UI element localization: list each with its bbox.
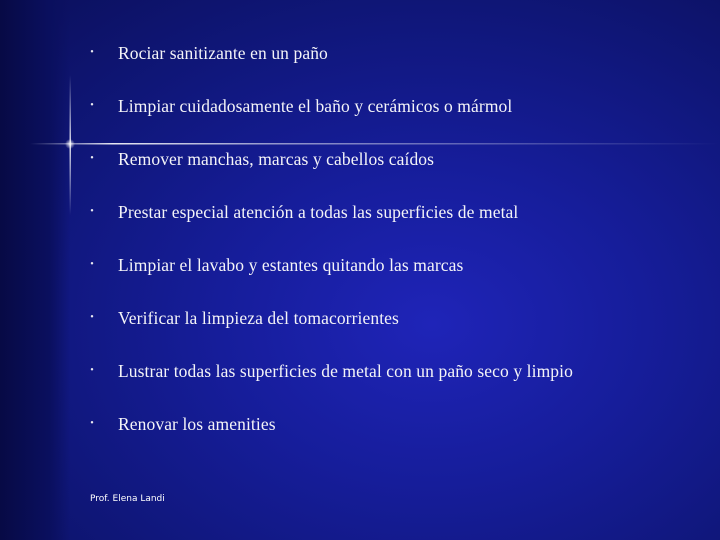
bullet-icon: • [90,312,94,323]
list-item [86,248,706,301]
bullet-text: Renovar los amenities [118,414,276,434]
bullet-text: Remover manchas, marcas y cabellos caídos [118,149,435,169]
bullet-icon: • [90,365,94,376]
bullet-icon: • [90,259,94,270]
list-item [86,142,706,195]
left-decorative-band [0,0,70,540]
bullet-icon: • [90,47,94,58]
bullet-icon: • [90,418,94,429]
bullet-text: Verificar la limpieza del tomacorrientes [118,308,399,328]
bullet-text: Limpiar el lavabo y estantes quitando las marcas [118,255,464,275]
list-item [86,195,706,248]
list-item [86,407,706,460]
footer-author: Prof. Elena Landi [90,494,165,504]
list-item [86,354,706,407]
bullet-text: Prestar especial atención a todas las superficies de metal [118,202,519,222]
bullet-icon: • [90,206,94,217]
bullet-icon: • [90,153,94,164]
list-item [86,89,706,142]
list-item [86,36,706,89]
bullet-text: Rociar sanitizante en un paño [118,43,328,63]
bullet-icon: • [90,100,94,111]
list-item [86,301,706,354]
bullet-text: Lustrar todas las superficies de metal con un paño seco y limpio [118,361,573,381]
bullet-text: Limpiar cuidadosamente el baño y cerámicos o mármol [118,96,513,116]
bullet-list [86,36,706,460]
